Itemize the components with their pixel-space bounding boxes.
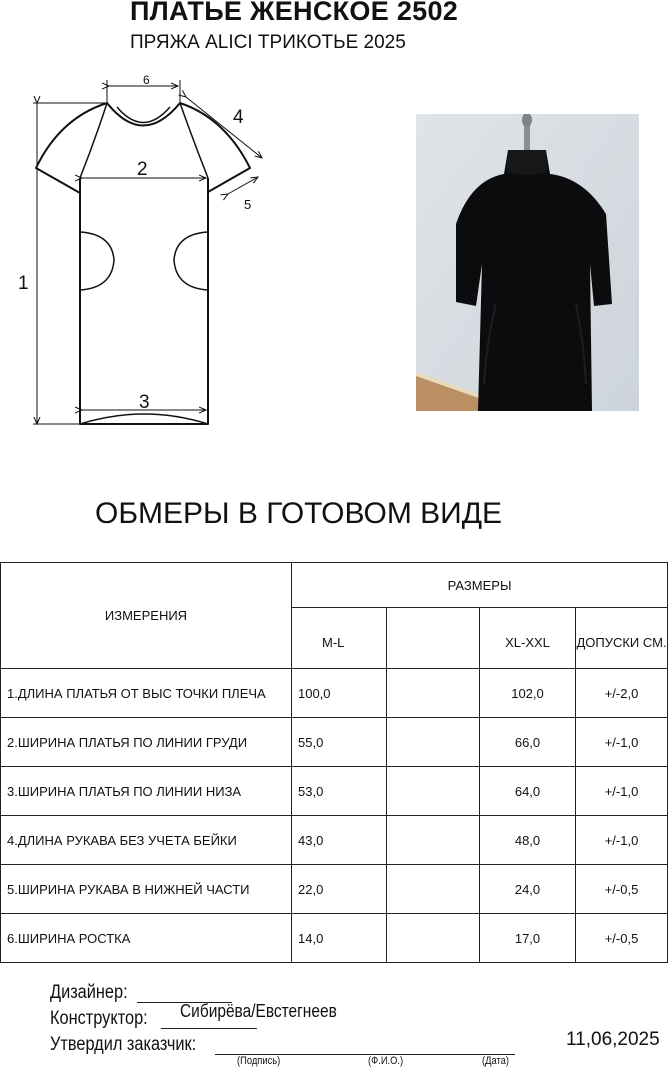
row-label: 2.ШИРИНА ПЛАТЬЯ ПО ЛИНИИ ГРУДИ	[1, 718, 292, 767]
sketch-label-2: 2	[137, 159, 148, 180]
sketch-label-5: 5	[244, 197, 252, 212]
document-subtitle: ПРЯЖА ALICI ТРИКОТЬЕ 2025	[130, 32, 406, 53]
row-label: 4.ДЛИНА РУКАВА БЕЗ УЧЕТА БЕЙКИ	[1, 816, 292, 865]
row-label: 3.ШИРИНА ПЛАТЬЯ ПО ЛИНИИ НИЗА	[1, 767, 292, 816]
sketch-left-sleeve	[36, 103, 107, 193]
value-ml: 55,0	[292, 718, 387, 767]
name-caption: (Ф.И.О.)	[368, 1055, 404, 1067]
sketch-label-4: 4	[233, 107, 244, 128]
measurements-header: ИЗМЕРЕНИЯ	[1, 563, 292, 669]
size-col-ml: M-L	[292, 608, 387, 669]
document-date: 11,06,2025	[566, 1029, 660, 1050]
value-xlxxl: 48,0	[480, 816, 576, 865]
row-label: 6.ШИРИНА РОСТКА	[1, 914, 292, 963]
table-row	[1, 914, 668, 963]
constructor-signature-line	[161, 1028, 257, 1029]
value-xlxxl: 64,0	[480, 767, 576, 816]
value-xlxxl: 24,0	[480, 865, 576, 914]
value-tolerance: +/-0,5	[576, 865, 668, 914]
value-tolerance: +/-1,0	[576, 767, 668, 816]
sizes-header: РАЗМЕРЫ	[292, 563, 668, 608]
value-blank	[387, 914, 480, 963]
table-row	[1, 865, 668, 914]
signature-caption: (Подпись)	[237, 1055, 281, 1067]
sketch-hem-curve	[80, 414, 208, 424]
row-label: 5.ШИРИНА РУКАВА В НИЖНЕЙ ЧАСТИ	[1, 865, 292, 914]
value-ml: 14,0	[292, 914, 387, 963]
constructor-label: Конструктор:	[50, 1008, 148, 1029]
value-xlxxl: 102,0	[480, 669, 576, 718]
measurements-table	[0, 562, 668, 963]
sketch-right-pocket	[174, 232, 208, 290]
sketch-body-outline	[80, 178, 208, 424]
value-blank	[387, 767, 480, 816]
constructor-name: Сибирёва/Евстегнеев	[180, 1001, 337, 1021]
table-row	[1, 816, 668, 865]
value-ml: 22,0	[292, 865, 387, 914]
document-title: ПЛАТЬЕ ЖЕНСКОЕ 2502	[130, 0, 459, 26]
approved-label: Утвердил заказчик:	[50, 1034, 197, 1055]
value-blank	[387, 669, 480, 718]
size-col-tolerance: ДОПУСКИ СМ.	[576, 608, 668, 669]
sketch-left-pocket	[80, 232, 114, 290]
table-header-row	[1, 563, 668, 608]
value-tolerance: +/-0,5	[576, 914, 668, 963]
value-blank	[387, 718, 480, 767]
value-blank	[387, 865, 480, 914]
size-col-xlxxl: XL-XXL	[480, 608, 576, 669]
table-row	[1, 767, 668, 816]
value-tolerance: +/-2,0	[576, 669, 668, 718]
value-tolerance: +/-1,0	[576, 718, 668, 767]
section-title: ОБМЕРЫ В ГОТОВОМ ВИДЕ	[95, 497, 503, 530]
dress-technical-sketch	[0, 60, 290, 440]
value-xlxxl: 66,0	[480, 718, 576, 767]
value-blank	[387, 816, 480, 865]
sketch-label-1: 1	[18, 273, 29, 294]
value-ml: 100,0	[292, 669, 387, 718]
size-col-blank	[387, 608, 480, 669]
row-label: 1.ДЛИНА ПЛАТЬЯ ОТ ВЫС ТОЧКИ ПЛЕЧА	[1, 669, 292, 718]
value-ml: 43,0	[292, 816, 387, 865]
table-row	[1, 718, 668, 767]
date-caption: (Дата)	[482, 1055, 509, 1067]
sketch-label-3: 3	[139, 392, 150, 413]
value-xlxxl: 17,0	[480, 914, 576, 963]
designer-label: Дизайнер:	[50, 982, 128, 1003]
value-tolerance: +/-1,0	[576, 816, 668, 865]
value-ml: 53,0	[292, 767, 387, 816]
product-photo	[416, 114, 639, 411]
table-row	[1, 669, 668, 718]
sketch-label-6: 6	[143, 73, 150, 87]
